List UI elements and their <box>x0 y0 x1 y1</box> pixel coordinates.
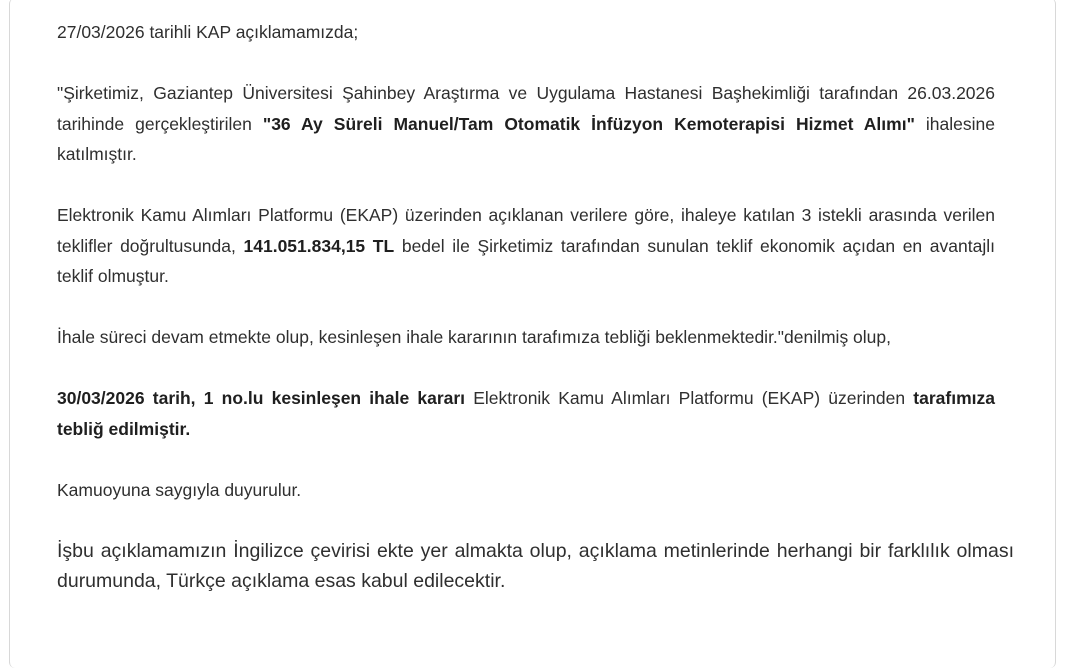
tender-paragraph <box>57 78 995 170</box>
bid-paragraph <box>57 200 995 292</box>
bid-amount: 141.051.834,15 TL <box>243 235 395 256</box>
tender-text-start: "Şirketimiz, Gaziantep Üniversitesi Şahinbey Araştırma ve Uygulama Hastanesi Başhekimliği tarafından 26.03.2026 tarihinde gerçekleştirilen <box>57 83 995 134</box>
bid-text-start: Elektronik Kamu Alımları Platformu (EKAP) üzerinden açıklanan verilere göre, ihaleye katılan 3 istekli arasında verilen teklifler doğrultusunda, <box>57 205 995 256</box>
announcement-paragraph: Kamuoyuna saygıyla duyurulur. <box>57 479 302 500</box>
bid-text-end: bedel ile Şirketimiz tarafından sunulan teklif ekonomik açıdan en avantajlı teklif olmuştur. <box>57 235 995 286</box>
decision-ref: 30/03/2026 tarih, 1 no.lu kesinleşen ihale kararı <box>57 388 466 408</box>
process-paragraph: İhale süreci devam etmekte olup, kesinleşen ihale kararının tarafımıza tebliği beklenmektedir."denilmiş olup, <box>57 327 892 347</box>
tender-text-end: ihalesine katılmıştır. <box>57 113 995 164</box>
translation-note: İşbu açıklamamızın İngilizce çevirisi ekte yer almakta olup, açıklama metinlerinde herhangi bir farklılık olması durumunda, Türkçe açıklama esas kabul edilecektir. <box>57 539 1014 592</box>
intro-paragraph: 27/03/2026 tarihli KAP açıklamamızda; <box>57 22 359 42</box>
decision-status: tarafımıza tebliğ edilmiştir. <box>57 388 995 439</box>
disclosure-body <box>57 17 1014 626</box>
decision-paragraph <box>57 383 995 444</box>
decision-text: Elektronik Kamu Alımları Platformu (EKAP) üzerinden <box>465 388 914 408</box>
tender-title: "36 Ay Süreli Manuel/Tam Otomatik İnfüzyon Kemoterapisi Hizmet Alımı" <box>262 113 915 134</box>
